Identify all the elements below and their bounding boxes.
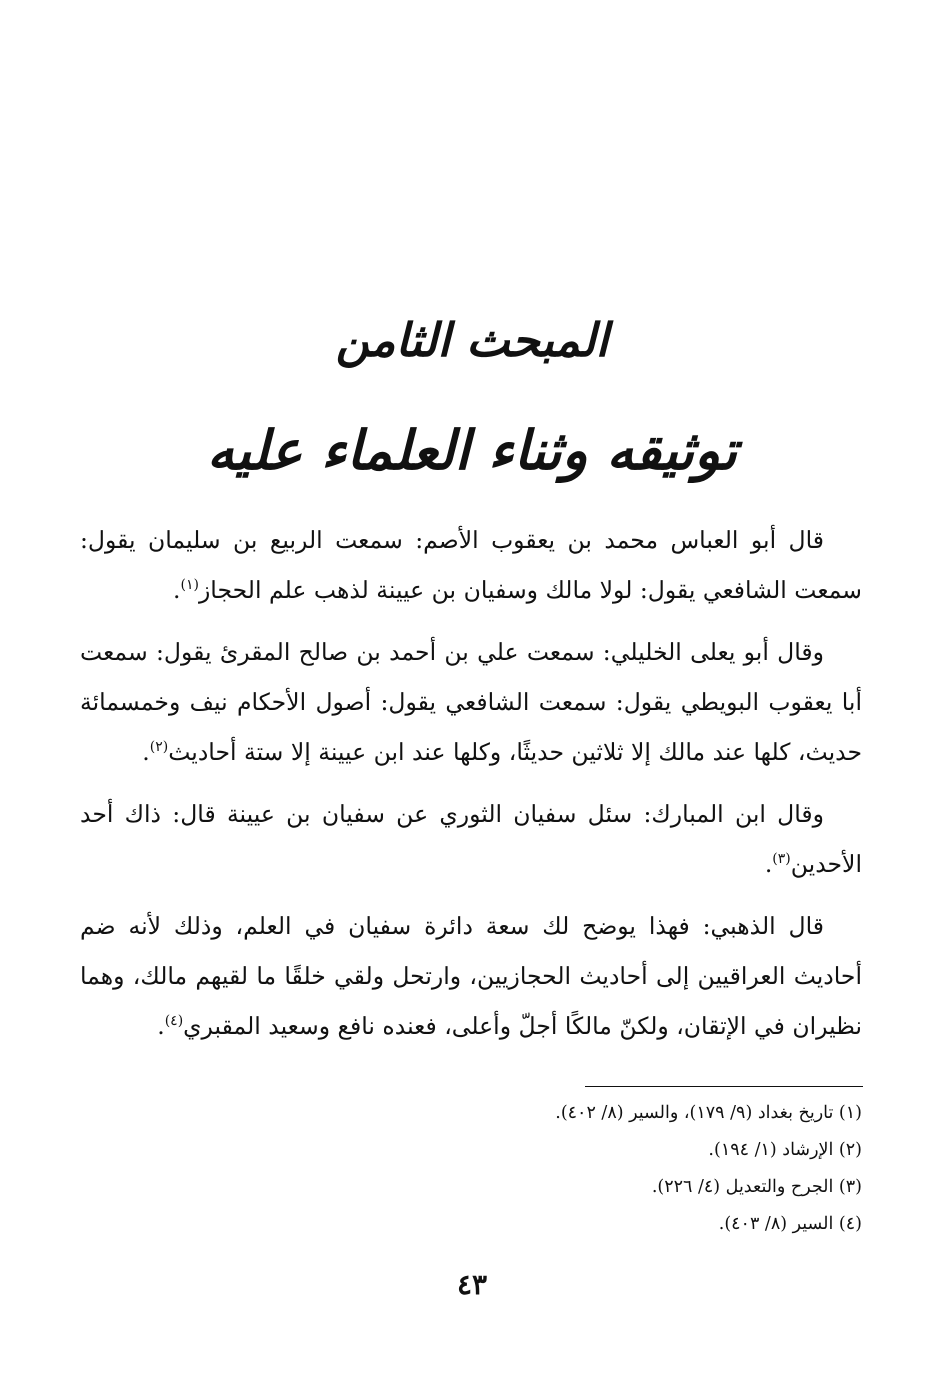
chapter-heading: المبحث الثامن <box>335 313 609 367</box>
paragraph: قال أبو العباس محمد بن يعقوب الأصم: سمعت الربيع بن سليمان يقول: سمعت الشافعي يقول: لولا مالك وسفيان بن عيينة لذهب علم الحجاز$^{(١)}$. <box>80 526 862 604</box>
footnotes <box>80 1095 862 1243</box>
paragraph: قال الذهبي: فهذا يوضح لك سعة دائرة سفيان في العلم، وذلك لأنه ضم أحاديث العراقيين إلى أحاديث الحجازيين، وارتحل ولقي خلقًا ما لقيهم مالك، وهما نظيران في الإتقان، ولكنّ مالكًا أجلّ وأعلى، فعنده نافع وسعيد المقبري$^{(٤)}$. <box>80 912 862 1040</box>
footnote-ref[interactable]: (٤) <box>164 1013 184 1030</box>
footnote: (٢) الإرشاد (١/ ١٩٤). <box>708 1140 862 1160</box>
footnote: (٣) الجرح والتعديل (٤/ ٢٢٦). <box>651 1177 862 1197</box>
section-title: توثيقه وثناء العلماء عليه <box>207 418 737 482</box>
footnote: (٤) السير (٨/ ٤٠٣). <box>718 1214 862 1234</box>
page-number: ٤٣ <box>456 1268 488 1301</box>
paragraph: وقال أبو يعلى الخليلي: سمعت علي بن أحمد بن صالح المقرئ يقول: سمعت أبا يعقوب البويطي يقول: سمعت الشافعي يقول: أصول الأحكام نيف وخمسمائة حديث، كلها عند مالك إلا ثلاثين حديثًا، وكلها عند ابن عيينة إلا ستة أحاديث$^{(٢)}$. <box>80 638 862 766</box>
body-text <box>80 515 862 1063</box>
footnote-divider <box>585 1086 863 1087</box>
footnote-ref[interactable]: (١) <box>180 577 199 594</box>
footnote: (١) تاريخ بغداد (٩/ ١٧٩)، والسير (٨/ ٤٠٢). <box>555 1103 862 1123</box>
footnote-ref[interactable]: (٢) <box>149 739 169 756</box>
paragraph: وقال ابن المبارك: سئل سفيان الثوري عن سفيان بن عيينة قال: ذاك أحد الأحدين$^{(٣)}$. <box>80 800 862 878</box>
footnote-ref[interactable]: (٣) <box>772 851 791 868</box>
